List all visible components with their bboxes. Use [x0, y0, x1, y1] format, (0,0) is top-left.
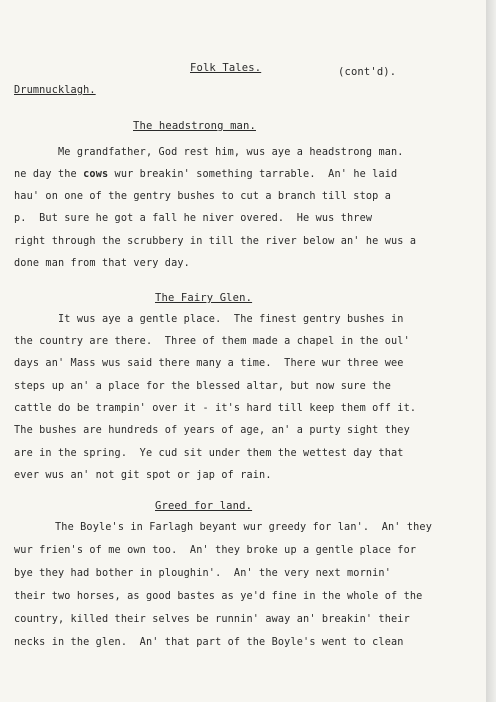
page-edge [486, 0, 496, 702]
text-line: are in the spring. Ye cud sit under them the wettest day that [14, 448, 404, 459]
section-heading-fairy-glen: The Fairy Glen. [155, 292, 253, 304]
section-heading-greed-for-land: Greed for land. [155, 500, 253, 512]
text-line: country, killed their selves be runnin' away an' breakin' their [14, 614, 410, 625]
section-heading-headstrong-man: The headstrong man. [133, 120, 256, 132]
text-line: the country are there. Three of them made a chapel in the oul' [14, 336, 410, 347]
continued-note: (cont'd). [338, 66, 397, 78]
text-line: The bushes are hundreds of years of age, an' a purty sight they [14, 425, 410, 436]
text-line: steps up an' a place for the blessed altar, but now sure the [14, 381, 392, 392]
text-line: wur frien's of me own too. An' they broke up a gentle place for [14, 545, 417, 556]
text-line: ever wus an' not git spot or jap of rain. [14, 470, 272, 481]
text-line: necks in the glen. An' that part of the Boyle's went to clean [14, 637, 404, 648]
text-line: cattle do be trampin' over it - it's hard till keep them off it. [14, 403, 417, 414]
text-line: their two horses, as good bastes as ye'd fine in the whole of the [14, 591, 423, 602]
text-line: It wus aye a gentle place. The finest gentry bushes in [58, 314, 404, 325]
text-line: The Boyle's in Farlagh beyant wur greedy for lan'. An' they [55, 522, 433, 533]
text-line: done man from that very day. [14, 258, 190, 269]
document-title: Folk Tales. [190, 62, 262, 74]
text-line: bye they had bother in ploughin'. An' the very next mornin' [14, 568, 392, 579]
place-name: Drumnucklagh. [14, 85, 96, 96]
text-line: Me grandfather, God rest him, wus aye a headstrong man. [58, 147, 404, 158]
text-line: hau' on one of the gentry bushes to cut a branch till stop a [14, 191, 392, 202]
text-line: ne day the cows wur breakin' something tarrable. An' he laid [14, 169, 398, 180]
text-line: p. But sure he got a fall he niver overed. He wus threw [14, 213, 373, 224]
text-line: days an' Mass wus said there many a time. There wur three wee [14, 358, 404, 369]
text-line: right through the scrubbery in till the river below an' he wus a [14, 236, 417, 247]
